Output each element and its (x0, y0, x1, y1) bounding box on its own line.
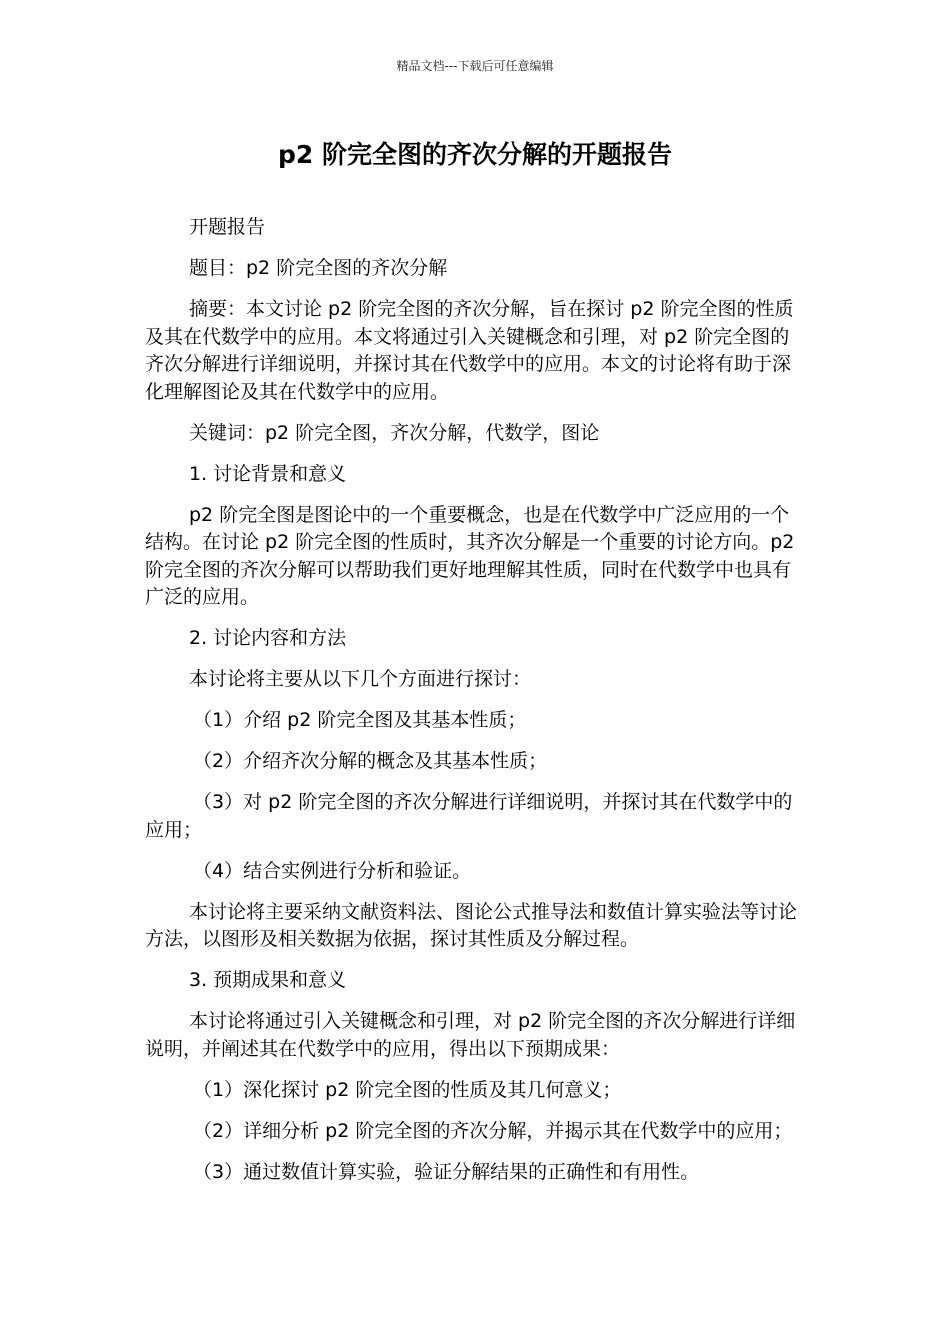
list-item: （2）介绍齐次分解的概念及其基本性质； (193, 750, 548, 772)
document-title: p2 阶完全图的齐次分解的开题报告 (278, 140, 672, 169)
topic-line: 题目：p2 阶完全图的齐次分解 (189, 257, 448, 279)
section-heading-background: 1. 讨论背景和意义 (189, 462, 347, 485)
list-item: （4）结合实例进行分析和验证。 (193, 859, 472, 882)
list-item: （1）深化探讨 p2 阶完全图的性质及其几何意义； (193, 1078, 622, 1101)
list-item: （3）通过数值计算实验，验证分解结果的正确性和有用性。 (193, 1160, 700, 1183)
header-note: 精品文档---下载后可任意编辑 (396, 59, 554, 73)
section-heading-methods: 2. 讨论内容和方法 (189, 627, 347, 649)
methods-paragraph: 本讨论将主要采纳文献资料法、图论公式推导法和数值计算实验法等讨论方法，以图形及相关数据为依据，探讨其性质及分解过程。 (145, 900, 798, 950)
document-body (145, 214, 807, 1200)
list-item: （3）对 p2 阶完全图的齐次分解进行详细说明，并探讨其在代数学中的应用； (145, 791, 793, 841)
list-item: （2）详细分析 p2 阶完全图的齐次分解，并揭示其在代数学中的应用； (193, 1119, 793, 1142)
section-heading-outcomes: 3. 预期成果和意义 (189, 969, 347, 991)
background-paragraph: p2 阶完全图是图论中的一个重要概念，也是在代数学中广泛应用的一个结构。在讨论 p2 阶完全图的性质时，其齐次分解是一个重要的讨论方向。p2 阶完全图的齐次分解可以帮助我们更好地理解其性质，同时在代数学中也具有广泛的应用。 (145, 503, 795, 608)
keywords-line: 关键词：p2 阶完全图，齐次分解，代数学，图论 (189, 421, 600, 444)
section-label: 开题报告 (189, 216, 266, 238)
outcomes-intro: 本讨论将通过引入关键概念和引理，对 p2 阶完全图的齐次分解进行详细说明，并阐述其在代数学中的应用，得出以下预期成果： (145, 1010, 796, 1060)
methods-intro: 本讨论将主要从以下几个方面进行探讨： (189, 668, 532, 690)
list-item: （1）介绍 p2 阶完全图及其基本性质； (193, 709, 527, 731)
abstract-paragraph: 摘要：本文讨论 p2 阶完全图的齐次分解，旨在探讨 p2 阶完全图的性质及其在代数学中的应用。本文将通过引入关键概念和引理，对 p2 阶完全图的齐次分解进行详细说明，并探讨其在代数学中的应用。本文的讨论将有助于深化理解图论及其在代数学中的应用。 (145, 298, 794, 403)
